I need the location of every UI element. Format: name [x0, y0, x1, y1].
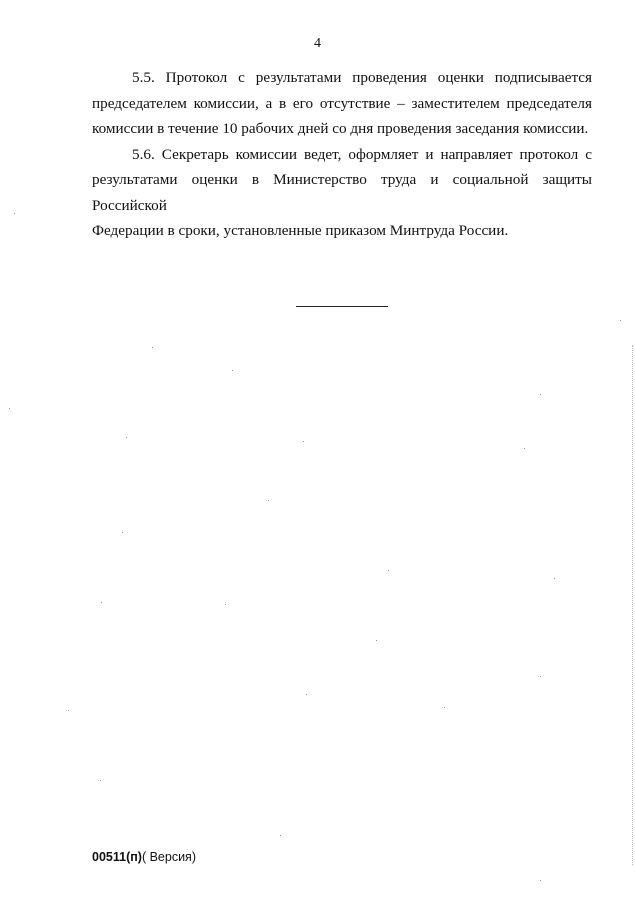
- scan-speck: [554, 578, 555, 579]
- page-number: 4: [314, 36, 321, 51]
- scan-speck: [225, 604, 226, 605]
- paragraph-line: 5.6. Секретарь комиссии ведет, оформляет и направляет протокол с: [132, 145, 592, 163]
- scan-speck: [101, 602, 102, 603]
- scan-speck: [540, 394, 541, 395]
- scan-speck: [540, 880, 541, 881]
- paragraph-line: председателем комиссии, а в его отсутствие – заместителем председателя: [92, 94, 592, 112]
- document-code: [92, 849, 196, 865]
- scan-speck: [620, 320, 621, 321]
- scan-speck: [524, 448, 525, 449]
- scan-speck: [388, 570, 389, 571]
- scan-speck: [126, 437, 127, 438]
- scan-speck: [14, 213, 15, 214]
- scan-speck: [68, 710, 69, 711]
- scan-speck: [9, 408, 10, 409]
- scan-speck: [540, 676, 541, 677]
- paragraph-line: комиссии в течение 10 рабочих дней со дня проведения заседания комиссии.: [92, 120, 589, 137]
- scan-speck: [280, 835, 281, 836]
- scan-edge-mark: [632, 345, 634, 865]
- end-of-text-separator: [296, 306, 388, 307]
- document-body: [92, 65, 592, 244]
- paragraph-line: Федерации в сроки, установленные приказом Минтруда России.: [92, 222, 509, 239]
- scan-speck: [306, 694, 307, 695]
- scan-speck: [444, 707, 445, 708]
- document-code-version: ( Версия): [141, 850, 196, 864]
- scan-speck: [232, 370, 233, 371]
- scan-speck: [100, 780, 101, 781]
- scan-speck: [152, 347, 153, 348]
- paragraph-5-6: [92, 142, 592, 244]
- scan-speck: [122, 532, 123, 533]
- scan-speck: [268, 500, 269, 501]
- paragraph-line: результатами оценки в Министерство труда и социальной защиты Российской: [92, 171, 592, 214]
- document-code-number: 00511(п): [92, 850, 142, 864]
- scan-speck: [303, 441, 304, 442]
- paragraph-line: 5.5. Протокол с результатами проведения оценки подписывается: [132, 69, 592, 86]
- paragraph-5-5: [92, 65, 592, 142]
- scan-speck: [376, 640, 377, 641]
